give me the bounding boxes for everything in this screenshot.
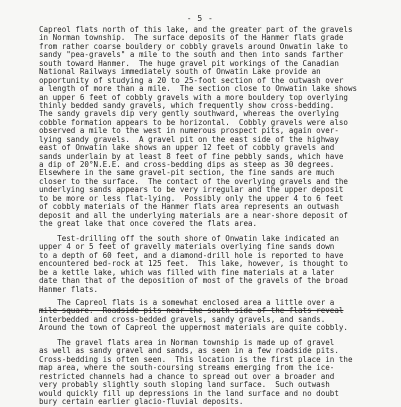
text-line: map area, where the south-coursing streams emerging from the ice-: [39, 363, 335, 373]
paragraph-hanmer-flats: [39, 26, 401, 229]
text-line: Capreol flats north of this lake, and the greater part of the gravels: [39, 25, 353, 34]
text-line: would quickly fill up depressions in the land surface and no doubt: [39, 388, 339, 398]
text-line: Hanmer flats.: [39, 284, 99, 294]
text-line: the great lake that once covered the flats area.: [39, 219, 258, 229]
text-line: Around the town of Capreol the uppermost materials are quite cobbly.: [39, 323, 348, 333]
text-line: Cross-bedding is often seen. This location is the first place in the: [39, 354, 353, 364]
text-line: interbedded and cross-bedded gravels, sandy gravels, and sands.: [39, 314, 326, 324]
text-line: south toward Hanmer. The huge gravel pit workings of the Canadian: [39, 58, 339, 68]
text-line: cobble formation appears to be horizontal. Cobbly gravels were also: [39, 117, 348, 127]
text-line: National Railways immediately south of Onwatin Lake provide an: [39, 67, 321, 77]
text-line: east of Onwatin lake shows an upper 12 feet of cobbly gravels and: [39, 143, 335, 153]
text-line: thinly bedded sandy gravels, which frequently show cross-bedding.: [39, 100, 335, 110]
text-line: from rather coarse bouldery or cobbly gravels around Onwatin lake to: [39, 41, 348, 51]
text-line: underlying sands appears to be very irregular and the upper deposit: [39, 185, 344, 195]
text-line: opportunity of studying a 20 to 25-foot section of the outwash over: [39, 75, 344, 85]
text-line: Test-drilling off the south shore of Onwatin lake indicated an: [39, 234, 339, 243]
text-line: date than that of the deposition of most of the gravels of the broad: [39, 276, 348, 286]
paragraph-capreol-flats: [39, 299, 401, 333]
text-line: encountered bed-rock at 125 feet. This lake, however, is thought to: [39, 259, 348, 269]
text-line: closer to the surface. The contact of the overlying gravels and the: [39, 176, 348, 186]
page-number: - 5 -: [186, 14, 214, 23]
text-line: The gravel flats area in Norman township is made up of gravel: [39, 338, 335, 347]
text-line: of cobbly materials of the Hanmer flats area represents an outwash: [39, 202, 339, 212]
text-line: lying sandy gravels. A gravel pit on the east side of the highway: [39, 134, 339, 144]
text-line: Elsewhere in the same gravel-pit section, the fine sands are much: [39, 168, 335, 178]
text-line: bury certain earlier glacio-fluvial deposits.: [39, 397, 244, 407]
text-line: to be more or less flat-lying. Possibly only the upper 4 to 6 feet: [39, 193, 344, 203]
text-line: an upper 6 feet of cobbly gravels with a more bouldery top overlying: [39, 92, 348, 102]
text-line: upper 4 or 5 feet of gravelly materials overlying fine sands down: [39, 242, 335, 252]
text-line: mile square. Roadside pits near the south side of the flats reveal: [39, 306, 344, 316]
text-line: a dip of 20°N.E.E. and cross-bedding dips as steep as 30 degrees.: [39, 160, 335, 169]
text-line: restricted channels had a chance to spread out over a broader and: [39, 371, 335, 381]
paragraph-onwatin-drilling: [39, 235, 401, 294]
text-line: in Norman township. The surface deposits of the Hanmer flats grade: [39, 33, 344, 43]
paragraph-norman-township: [39, 339, 401, 407]
text-line: The sandy gravels dip very gently southward, whereas the overlying: [39, 109, 339, 119]
text-line: observed a mile to the west in numerous prospect pits, again over-: [39, 126, 339, 136]
text-line: a length of more than a mile. The section close to Onwatin lake shows: [39, 84, 358, 94]
text-line: sands underlain by at least 8 feet of fine pebbly sands, which have: [39, 151, 344, 161]
text-line: sandy "pea-gravels" a mile to the south and then into sands farther: [39, 50, 344, 60]
text-line: as well as sandy gravel and sands, as seen in a few roadside pits.: [39, 346, 339, 356]
text-line: be a kettle lake, which was filled with fine materials at a later: [39, 267, 335, 277]
text-line: to a depth of 60 feet, and a diamond-drill hole is reported to have: [39, 250, 344, 260]
text-line: very probably slightly south sloping land surface. Such outwash: [39, 380, 330, 390]
text-line: The Capreol flats is a somewhat enclosed area a little over a: [39, 298, 335, 307]
text-line: deposit and all the underlying materials are a near-shore deposit of: [39, 210, 348, 220]
